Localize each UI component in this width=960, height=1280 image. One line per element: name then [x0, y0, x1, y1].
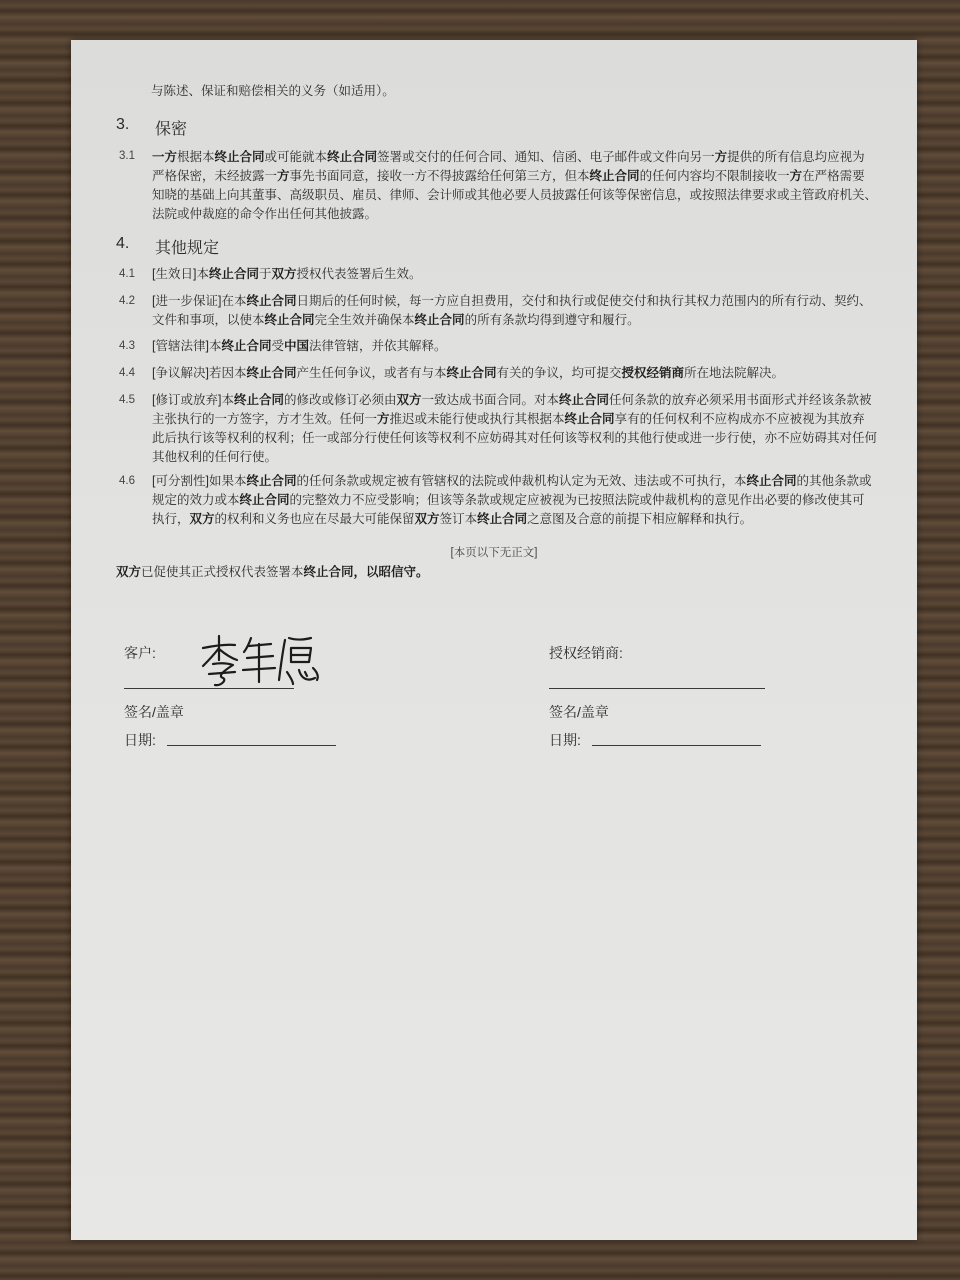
clause-4-3-number: 4.3 [119, 340, 135, 352]
clause-text-run: [争议解决]若因本 [152, 366, 247, 380]
no-text-below: [本页以下无正文] [450, 547, 538, 559]
bold-term: 终止合同 [233, 393, 284, 407]
clause-text-run: 或可能就本 [264, 150, 328, 164]
clause-4-5-number: 4.5 [119, 394, 135, 406]
witness-line [116, 563, 876, 582]
customer-signature-line [124, 688, 294, 689]
bold-term: 方 [377, 412, 390, 426]
clause-text-run: 受 [271, 339, 284, 353]
document-page [71, 40, 917, 1240]
clause-4-2-number: 4.2 [119, 295, 135, 307]
bold-term: 终止合同 [589, 169, 640, 183]
clause-text-run: 提供的所有信息均应视为严格保密，未经披露一 [152, 150, 865, 183]
bold-term: 终止合同 [208, 267, 259, 281]
clause-4-4-text [152, 364, 877, 383]
clause-3-1-text [152, 148, 877, 224]
clause-text-run: 的其他条款或规定的效力或本 [152, 474, 872, 507]
clause-text-run: 授权代表签署后生效。 [296, 267, 422, 281]
bold-term: 终止合同 [246, 366, 297, 380]
bold-term: 终止合同 [327, 150, 378, 164]
clause-4-4-number: 4.4 [119, 367, 135, 379]
clause-text-run: 任何条款的放弃必须采用书面形式并经该条款被主张执行的一方签字，方才生效。任何一 [152, 393, 872, 426]
bold-term: 终止合同 [746, 474, 797, 488]
bold-term: 双方 [189, 512, 215, 526]
bold-term: 双方 [414, 512, 440, 526]
clause-text-run: 的任何内容均不限制接收一 [639, 169, 790, 183]
clause-text-run: [可分割性]如果本 [152, 474, 247, 488]
bold-term: 双方 [271, 267, 297, 281]
clause-text-run: 一致达成书面合同。对本 [421, 393, 560, 407]
clause-4-1-number: 4.1 [119, 268, 135, 280]
clause-text-run: [管辖法律]本 [152, 339, 222, 353]
clause-text-run: 签署或交付的任何合同、通知、信函、电子邮件或文件向另一 [377, 150, 715, 164]
bold-term: 终止合同 [414, 313, 465, 327]
dealer-date-label: 日期: [549, 732, 581, 748]
bold-term: 终止合同 [221, 339, 272, 353]
clause-text-run: 有关的争议，均可提交 [496, 366, 622, 380]
bold-term: 终止合同 [564, 412, 615, 426]
dealer-date-line [592, 745, 761, 746]
clause-4-3-text [152, 337, 877, 356]
bold-term: 双方 [396, 393, 422, 407]
clause-text-run: 日期后的任何时候，每一方应自担费用，交付和执行或促使交付和执行其权力范围内的所有行动、契约、文件和事项，以使本 [152, 294, 872, 327]
clause-text-run: 已促使其正式授权代表签署本 [141, 565, 304, 579]
bold-term: 终止合同 [239, 493, 290, 507]
dealer-sign-seal-label: 签名/盖章 [549, 704, 609, 720]
clause-text-run: 根据本 [177, 150, 215, 164]
customer-label: 客户: [124, 645, 156, 661]
bold-term: 终止合同 [264, 313, 315, 327]
bold-term: 授权经销商 [621, 366, 685, 380]
customer-signature [199, 630, 324, 692]
bold-term: 终止合同 [246, 294, 297, 308]
clause-3-1-number: 3.1 [119, 150, 135, 162]
clause-text-run: 事先书面同意，接收一方不得披露给任何第三方，但本 [289, 169, 590, 183]
bold-term: 终止合同 [214, 150, 265, 164]
clause-text-run: 在严格需要知晓的基础上向其董事、高级职员、雇员、律师、会计师或其他必要人员披露任何该等保密信息，或按照法律要求或主管政府机关、法院或仲裁庭的命令作出任何其他披露。 [152, 169, 878, 221]
dealer-signature-line [549, 688, 765, 689]
clause-4-6-text [152, 472, 877, 529]
clause-text-run: 之意图及合意的前提下相应解释和执行。 [527, 512, 753, 526]
dealer-label: 授权经销商: [549, 645, 623, 661]
bold-term: 方 [714, 150, 728, 164]
clause-text-run: [修订或放弃]本 [152, 393, 234, 407]
clause-text-run: 的权利和义务也应在尽最大可能保留 [214, 512, 415, 526]
customer-date-line [167, 745, 336, 746]
clause-text-run: 的修改或修订必须由 [283, 393, 397, 407]
bold-term: 方 [277, 169, 290, 183]
clause-4-6-number: 4.6 [119, 475, 135, 487]
bold-term: 终止合同 [303, 565, 354, 579]
clause-text-run: [生效日]本 [152, 267, 209, 281]
top-line: 与陈述、保证和赔偿相关的义务（如适用）。 [151, 84, 395, 98]
bold-term: 终止合同 [246, 474, 297, 488]
section-3-title: 保密 [155, 121, 188, 138]
bold-term: ，以昭信守。 [353, 565, 429, 579]
clause-text-run: 推迟或未能行使或执行其根据本 [389, 412, 565, 426]
customer-date-label: 日期: [124, 732, 156, 748]
customer-sign-seal-label: 签名/盖章 [124, 704, 184, 720]
clause-text-run: 完全生效并确保本 [314, 313, 415, 327]
clause-4-5-text [152, 391, 877, 467]
clause-text-run: 所在地法院解决。 [684, 366, 785, 380]
clause-text-run: 产生任何争议，或者有与本 [296, 366, 447, 380]
bold-term: 一方 [152, 150, 178, 164]
bold-term: 双方 [116, 565, 142, 579]
clause-text-run: 享有的任何权利不应构成亦不应被视为其放弃此后执行该等权利的权利；任一或部分行使任何该等权利不应妨碍其对任何该等权利的其他行使或进一步行使，亦不应妨碍其对任何其他权利的任何行使。 [152, 412, 878, 464]
section-3-number: 3. [116, 116, 130, 133]
clause-4-2-text [152, 292, 877, 330]
bold-term: 终止合同 [477, 512, 528, 526]
bold-term: 方 [789, 169, 803, 183]
clause-text-run: 法律管辖，并依其解释。 [309, 339, 447, 353]
clause-text-run: 于 [258, 267, 272, 281]
bold-term: 中国 [283, 339, 309, 353]
clause-text-run: 的完整效力不应受影响；但该等条款或规定应被视为已按照法院或仲裁机构的意见作出必要的修改使其可执行， [152, 493, 865, 526]
clause-text-run: 签订本 [439, 512, 478, 526]
bold-term: 终止合同 [446, 366, 497, 380]
clause-text-run: 的所有条款均得到遵守和履行。 [464, 313, 640, 327]
clause-text-run: [进一步保证]在本 [152, 294, 247, 308]
section-4-number: 4. [116, 235, 130, 252]
clause-4-1-text [152, 265, 877, 284]
clause-text-run: 的任何条款或规定被有管辖权的法院或仲裁机构认定为无效、违法或不可执行，本 [296, 474, 747, 488]
section-4-title: 其他规定 [155, 240, 220, 257]
bold-term: 终止合同 [559, 393, 610, 407]
